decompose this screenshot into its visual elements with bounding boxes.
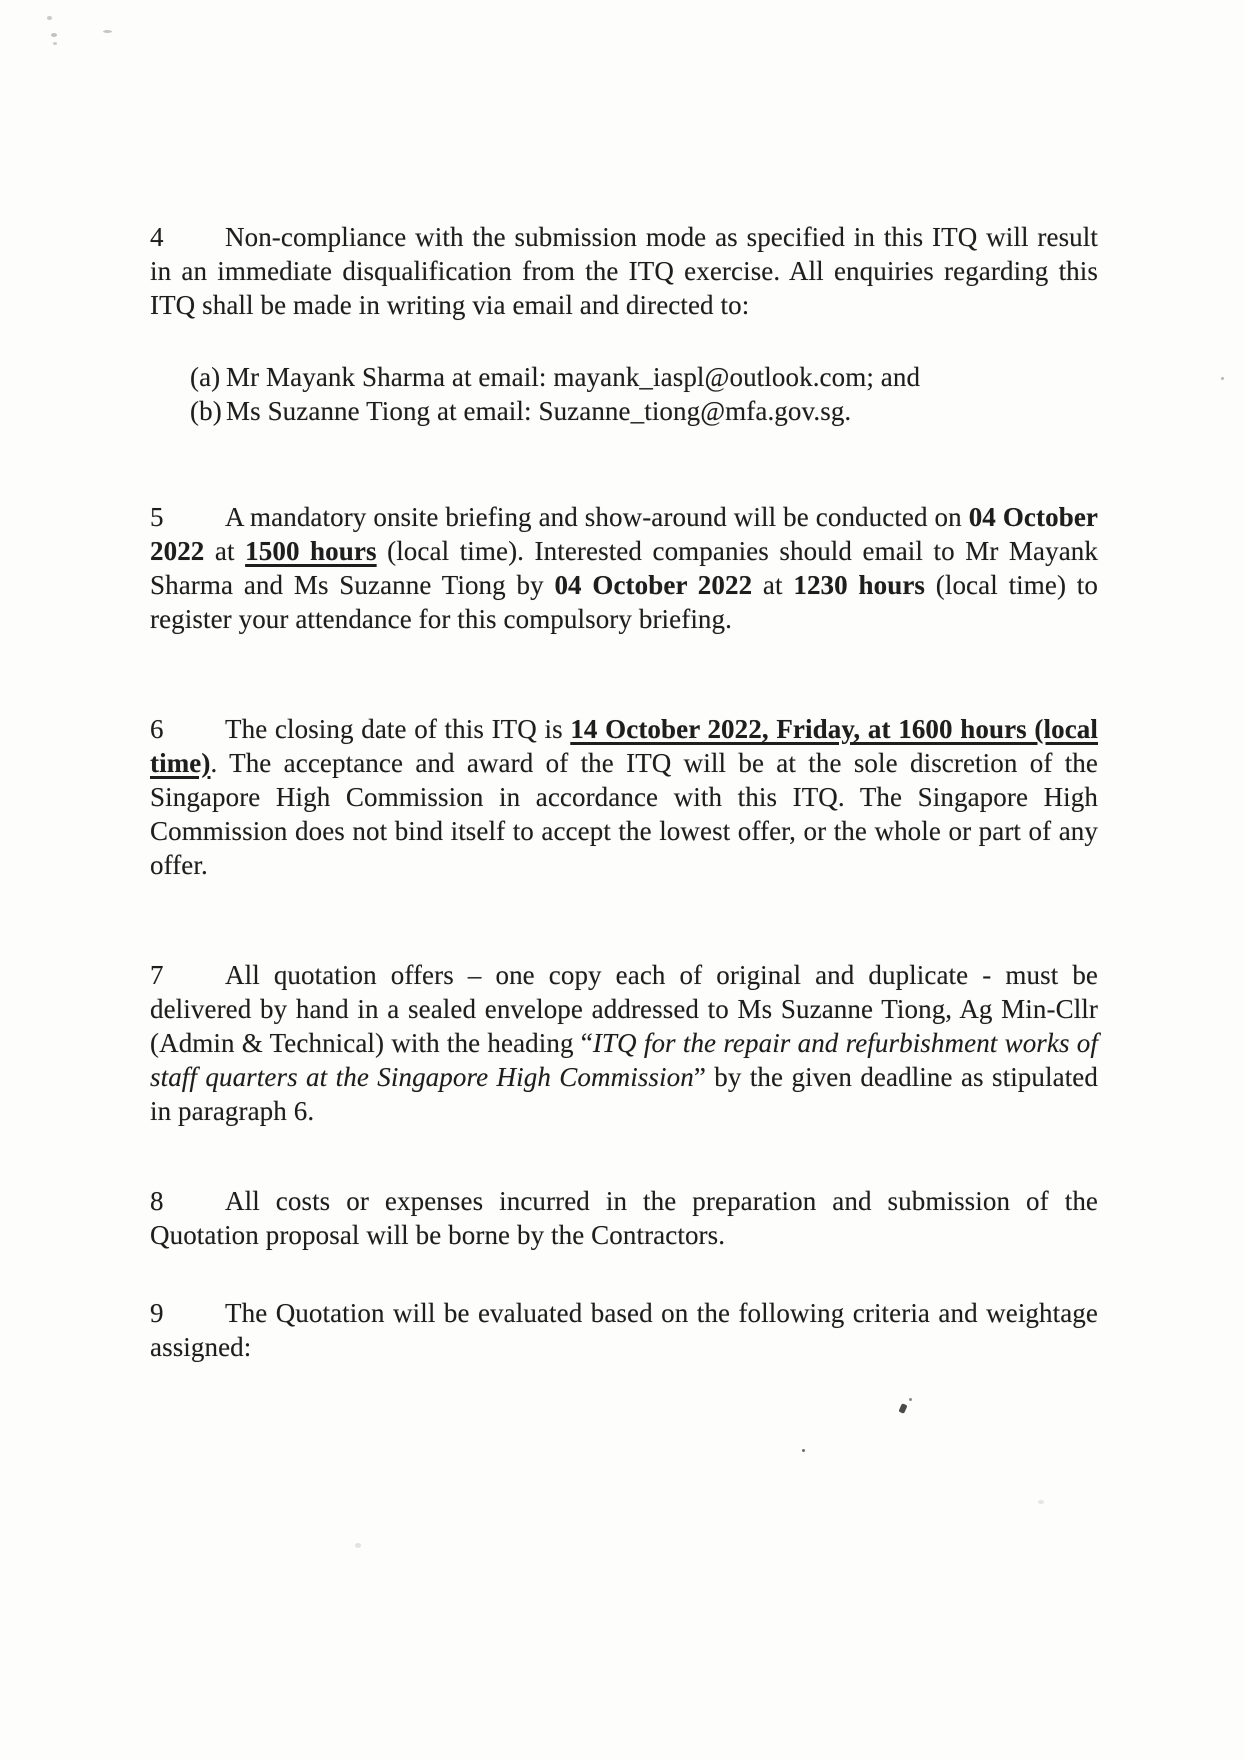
paragraph-5-seg3: (local time). Interested companies should email to Mr Mayank Sharma and Ms Suzanne Tiong by (150, 536, 1099, 600)
contact-item-b (190, 394, 1098, 428)
paragraph-5-seg2: at (204, 536, 246, 566)
paragraph-4-number: 4 (150, 222, 164, 252)
briefing-time: 1500 hours (245, 536, 377, 566)
envelope-heading-quote: ITQ for the repair and refurbishment works of staff quarters at the Singapore High Commission (150, 1028, 1098, 1092)
paragraph-4-body: Non-compliance with the submission mode as specified in this ITQ will result in an immediate disqualification from the ITQ exercise. All enquiries regarding this ITQ shall be made in writing via email and directed to: (150, 222, 1098, 320)
paragraph-6-seg2: . The acceptance and award of the ITQ will be at the sole discretion of the Singapore High Commission in accordance with this ITQ. The Singapore High Commission does not bind itself to accept the lowest offer, or the whole or part of any offer. (150, 748, 1098, 880)
registration-date: 04 October 2022 (554, 570, 753, 600)
paragraph-5-seg1: A mandatory onsite briefing and show-around will be conducted on (225, 502, 969, 532)
briefing-date: 04 October 2022 (150, 502, 1098, 566)
document-body (150, 220, 1098, 1364)
scan-speck (103, 30, 112, 33)
contact-item-a (190, 360, 1098, 394)
paragraph-7-seg1: All quotation offers – one copy each of original and duplicate - must be delivered by hand in a sealed envelope addressed to Ms Suzanne Tiong, Ag Min-Cllr (Admin & Technical) with the heading “ (150, 960, 1098, 1058)
paragraph-8-body: All costs or expenses incurred in the preparation and submission of the Quotation proposal will be borne by the Contractors. (150, 1186, 1098, 1250)
paragraph-9-body: The Quotation will be evaluated based on the following criteria and weightage assigned: (150, 1298, 1098, 1362)
scan-speck (51, 33, 57, 37)
contact-item-b-text: Ms Suzanne Tiong at email: Suzanne_tiong@mfa.gov.sg. (226, 396, 852, 426)
paragraph-8-text (150, 1184, 1098, 1252)
registration-time: 1230 hours (793, 570, 926, 600)
scan-speck (898, 1403, 907, 1414)
paragraph-9 (150, 1296, 1098, 1364)
paragraph-5-number: 5 (150, 502, 164, 532)
paragraph-9-number: 9 (150, 1298, 164, 1328)
scan-speck (47, 16, 52, 20)
scan-speck (1038, 1500, 1044, 1504)
paragraph-5 (150, 500, 1098, 636)
closing-deadline: 14 October 2022, Friday, at 1600 hours (local time) (150, 714, 1098, 778)
paragraph-7-text (150, 958, 1098, 1128)
paragraph-4-text (150, 220, 1098, 322)
paragraph-6-text (150, 712, 1098, 882)
paragraph-9-text (150, 1296, 1098, 1364)
paragraph-8 (150, 1184, 1098, 1252)
scan-speck (802, 1449, 805, 1452)
paragraph-6-number: 6 (150, 714, 164, 744)
paragraph-7-seg2: ” by the given deadline as stipulated in paragraph 6. (150, 1062, 1098, 1126)
paragraph-8-number: 8 (150, 1186, 164, 1216)
paragraph-5-text (150, 500, 1098, 636)
scan-speck (1221, 377, 1224, 380)
paragraph-6 (150, 712, 1098, 882)
paragraph-4 (150, 220, 1098, 322)
scan-speck (53, 42, 57, 45)
contact-item-a-text: Mr Mayank Sharma at email: mayank_iaspl@outlook.com; and (226, 362, 921, 392)
paragraph-7 (150, 958, 1098, 1128)
scan-speck (909, 1398, 912, 1401)
contact-item-b-label: (b) (190, 396, 222, 426)
paragraph-5-seg5: (local time) to register your attendance for this compulsory briefing. (150, 570, 1098, 634)
contact-item-a-label: (a) (190, 362, 221, 392)
contact-email-list (190, 360, 1098, 428)
scan-speck (355, 1543, 361, 1548)
paragraph-5-seg4: at (752, 570, 794, 600)
paragraph-7-number: 7 (150, 960, 164, 990)
paragraph-6-seg1: The closing date of this ITQ is (225, 714, 571, 744)
